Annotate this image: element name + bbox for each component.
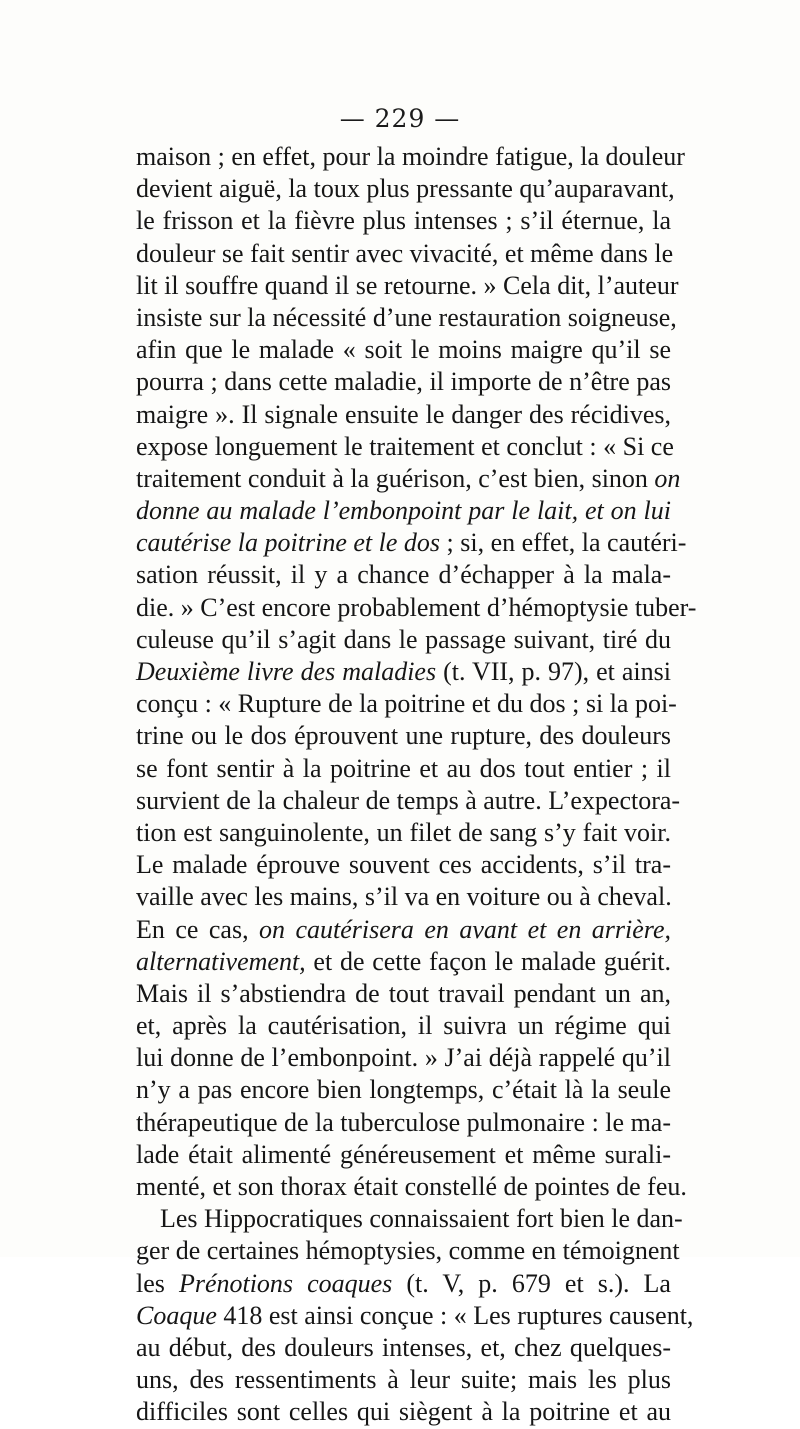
text-line xyxy=(136,946,671,978)
text-segment: survient de la chaleur de temps à autre. L’expectora- xyxy=(136,785,681,815)
text-segment: devient aiguë, la toux plus pressante qu’auparavant, xyxy=(136,174,675,204)
text-line xyxy=(136,559,671,591)
text-line xyxy=(136,334,671,366)
text-line xyxy=(136,881,671,913)
text-line xyxy=(136,785,681,817)
text-line xyxy=(136,624,671,656)
text-segment: thérapeutique de la tuberculose pulmonaire : le ma- xyxy=(136,1107,671,1137)
text-line xyxy=(136,914,671,946)
text-segment: se font sentir à la poitrine et au dos tout entier ; il xyxy=(136,753,671,783)
text-line xyxy=(136,1074,671,1106)
text-segment: tion est sanguinolente, un filet de sang s’y fait voir. xyxy=(136,817,671,847)
text-segment: maison ; en effet, pour la moindre fatigue, la douleur xyxy=(136,142,685,171)
text-line xyxy=(136,366,671,398)
italic-text: Deuxième livre des maladies xyxy=(136,657,437,686)
text-segment: les xyxy=(136,1268,179,1298)
text-segment: et, après la cautérisation, il suivra un régime qui xyxy=(136,1011,671,1041)
text-segment: 418 est ainsi conçue : « Les ruptures causent, xyxy=(216,1300,694,1330)
text-line xyxy=(136,688,677,720)
text-segment: au début, des douleurs intenses, et, chez quelques- xyxy=(136,1332,671,1362)
text-segment: vaille avec les mains, s’il va en voiture ou à cheval. xyxy=(136,882,672,912)
text-line xyxy=(136,1364,671,1396)
text-segment: maigre ». Il signale ensuite le danger des récidives, xyxy=(136,399,671,429)
text-segment: (t. V, p. 679 et s.). La xyxy=(392,1268,671,1298)
text-line xyxy=(136,527,687,559)
text-segment: pourra ; dans cette maladie, il importe de n’être pas xyxy=(136,367,671,397)
text-segment: lui donne de l’embonpoint. » J’ai déjà rappelé qu’il xyxy=(136,1043,671,1073)
text-line xyxy=(136,1300,694,1332)
italic-text: cautérise la poitrine et le dos xyxy=(136,528,441,558)
italic-text: Prénotions coaques xyxy=(178,1268,393,1298)
text-line xyxy=(136,592,697,624)
text-line xyxy=(136,495,671,527)
text-line xyxy=(136,720,671,752)
text-line xyxy=(136,1010,671,1042)
text-segment: n’y a pas encore bien longtemps, c’était là la seule xyxy=(136,1075,671,1105)
text-line xyxy=(136,753,671,785)
text-line xyxy=(136,1332,671,1364)
text-line xyxy=(136,173,675,205)
text-line xyxy=(136,1139,671,1171)
italic-text: on cautérisera en avant et en arrière, xyxy=(259,914,671,944)
text-segment: lit il souffre quand il se retourne. » Cela dit, l’auteur xyxy=(136,270,679,300)
text-segment: douleur se fait sentir avec vivacité, et même dans le xyxy=(136,238,674,268)
italic-text: alternativement, xyxy=(136,946,306,976)
text-line xyxy=(136,849,671,881)
text-segment: traitement conduit à la guérison, c’est bien, sinon xyxy=(136,463,655,493)
text-segment: trine ou le dos éprouvent une rupture, des douleurs xyxy=(136,721,671,751)
text-segment: menté, et son thorax était constellé de pointes de feu. xyxy=(136,1172,687,1201)
text-line xyxy=(136,205,671,237)
text-line xyxy=(136,978,671,1010)
text-segment: uns, des ressentiments à leur suite; mais les plus xyxy=(136,1365,671,1395)
text-segment: difficiles sont celles qui siègent à la poitrine et au xyxy=(136,1397,671,1427)
text-segment: insiste sur la nécessité d’une restauration soigneuse, xyxy=(136,302,677,332)
text-line xyxy=(136,1396,671,1428)
text-line xyxy=(136,1268,671,1300)
text-segment: le frisson et la fièvre plus intenses ; s’il éternue, la xyxy=(136,206,671,236)
italic-text: Coaque xyxy=(136,1300,217,1330)
body-text xyxy=(136,141,697,1429)
text-segment: expose longuement le traitement et conclut : « Si ce xyxy=(136,431,674,461)
text-line xyxy=(136,1203,683,1235)
text-line xyxy=(136,1171,687,1203)
text-segment: ger de certaines hémoptysies, comme en témoignent xyxy=(136,1236,680,1266)
italic-text: donne au malade l’embonpoint par le lait, et on lui xyxy=(136,496,671,526)
text-line xyxy=(136,1235,680,1267)
text-segment: (t. VII, p. 97), et ainsi xyxy=(436,657,671,686)
text-segment: die. » C’est encore probablement d’hémoptysie tuber- xyxy=(136,592,697,622)
text-segment: conçu : « Rupture de la poitrine et du dos ; si la poi- xyxy=(136,689,677,719)
text-line xyxy=(136,1042,671,1074)
text-segment: afin que le malade « soit le moins maigre qu’il se xyxy=(136,335,671,365)
text-segment: lade était alimenté généreusement et même surali- xyxy=(136,1139,671,1169)
italic-text: on xyxy=(654,463,681,493)
text-line xyxy=(136,270,679,302)
text-line xyxy=(136,141,685,173)
text-segment: Les Hippocratiques connaissaient fort bien le dan- xyxy=(160,1204,683,1234)
text-line xyxy=(136,817,671,849)
text-segment: et de cette façon le malade guérit. xyxy=(305,946,671,976)
text-line xyxy=(136,431,674,463)
text-line xyxy=(136,399,671,431)
text-segment: culeuse qu’il s’agit dans le passage suivant, tiré du xyxy=(136,624,671,654)
text-line xyxy=(136,238,674,270)
text-segment: En ce cas, xyxy=(136,914,260,944)
text-segment: Mais il s’abstiendra de tout travail pendant un an, xyxy=(136,978,671,1008)
text-segment: Le malade éprouve souvent ces accidents, s’il tra- xyxy=(136,850,671,880)
text-line xyxy=(136,463,681,495)
text-segment: ; si, en effet, la cautéri- xyxy=(440,528,687,558)
text-line xyxy=(136,302,677,334)
page-number: — 229 — xyxy=(339,104,461,133)
text-line xyxy=(136,1107,671,1139)
text-line xyxy=(136,656,671,688)
text-segment: sation réussit, il y a chance d’échapper à la mala- xyxy=(136,560,671,590)
